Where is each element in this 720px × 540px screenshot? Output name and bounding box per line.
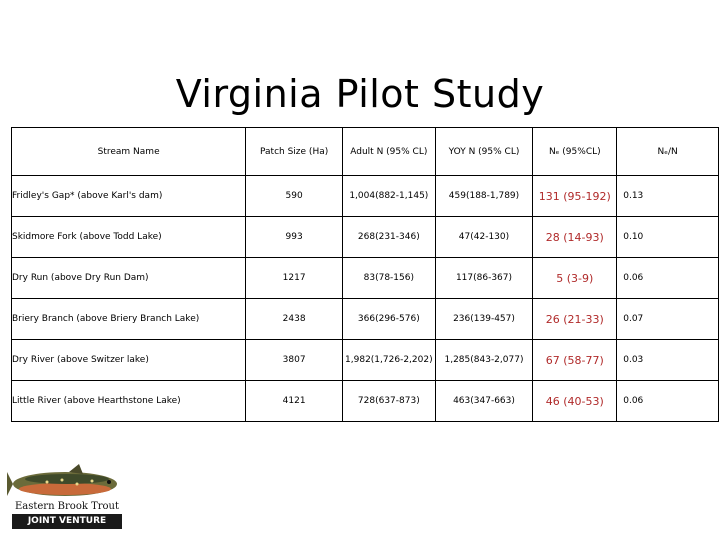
cell-ne-ratio: 0.13 xyxy=(617,176,719,217)
table-row xyxy=(12,258,719,299)
cell-stream-name: Dry Run (above Dry Run Dam) xyxy=(12,258,246,299)
table-row xyxy=(12,217,719,258)
cell-yoy-n: 463(347-663) xyxy=(435,381,533,422)
cell-patch-size: 1217 xyxy=(246,258,343,299)
header-yoy-n: YOY N (95% CL) xyxy=(435,128,533,176)
table-row xyxy=(12,340,719,381)
cell-adult-n: 366(296-576) xyxy=(343,299,436,340)
cell-yoy-n: 1,285(843-2,077) xyxy=(435,340,533,381)
cell-patch-size: 2438 xyxy=(246,299,343,340)
cell-ne-ratio: 0.06 xyxy=(617,258,719,299)
cell-patch-size: 590 xyxy=(246,176,343,217)
header-adult-n: Adult N (95% CL) xyxy=(343,128,436,176)
table-row xyxy=(12,381,719,422)
cell-ne: 26 (21-33) xyxy=(533,299,617,340)
cell-stream-name: Skidmore Fork (above Todd Lake) xyxy=(12,217,246,258)
logo-text-line1: Eastern Brook Trout xyxy=(14,501,120,512)
cell-stream-name: Dry River (above Switzer lake) xyxy=(12,340,246,381)
cell-yoy-n: 459(188-1,789) xyxy=(435,176,533,217)
cell-adult-n: 268(231-346) xyxy=(343,217,436,258)
cell-yoy-n: 236(139-457) xyxy=(435,299,533,340)
cell-ne: 5 (3-9) xyxy=(533,258,617,299)
cell-stream-name: Fridley's Gap* (above Karl's dam) xyxy=(12,176,246,217)
table-row xyxy=(12,299,719,340)
cell-yoy-n: 117(86-367) xyxy=(435,258,533,299)
cell-stream-name: Little River (above Hearthstone Lake) xyxy=(12,381,246,422)
cell-ne-ratio: 0.10 xyxy=(617,217,719,258)
cell-adult-n: 1,982(1,726-2,202) xyxy=(343,340,436,381)
cell-adult-n: 1,004(882-1,145) xyxy=(343,176,436,217)
cell-patch-size: 4121 xyxy=(246,381,343,422)
header-ne: Nₑ (95%CL) xyxy=(533,128,617,176)
cell-ne-ratio: 0.03 xyxy=(617,340,719,381)
cell-adult-n: 83(78-156) xyxy=(343,258,436,299)
cell-patch-size: 993 xyxy=(246,217,343,258)
pilot-study-table xyxy=(11,127,719,422)
cell-ne: 67 (58-77) xyxy=(533,340,617,381)
cell-ne: 28 (14-93) xyxy=(533,217,617,258)
header-stream-name: Stream Name xyxy=(12,128,246,176)
header-patch-size: Patch Size (Ha) xyxy=(246,128,343,176)
cell-ne-ratio: 0.06 xyxy=(617,381,719,422)
cell-ne: 131 (95-192) xyxy=(533,176,617,217)
cell-ne: 46 (40-53) xyxy=(533,381,617,422)
logo-text-line2: JOINT VENTURE xyxy=(12,514,122,529)
cell-stream-name: Briery Branch (above Briery Branch Lake) xyxy=(12,299,246,340)
table-header-row xyxy=(12,128,719,176)
cell-adult-n: 728(637-873) xyxy=(343,381,436,422)
cell-patch-size: 3807 xyxy=(246,340,343,381)
header-ne-ratio: Nₑ/N xyxy=(617,128,719,176)
page-title: Virginia Pilot Study xyxy=(175,72,545,116)
cell-yoy-n: 47(42-130) xyxy=(435,217,533,258)
cell-ne-ratio: 0.07 xyxy=(617,299,719,340)
table-row xyxy=(12,176,719,217)
